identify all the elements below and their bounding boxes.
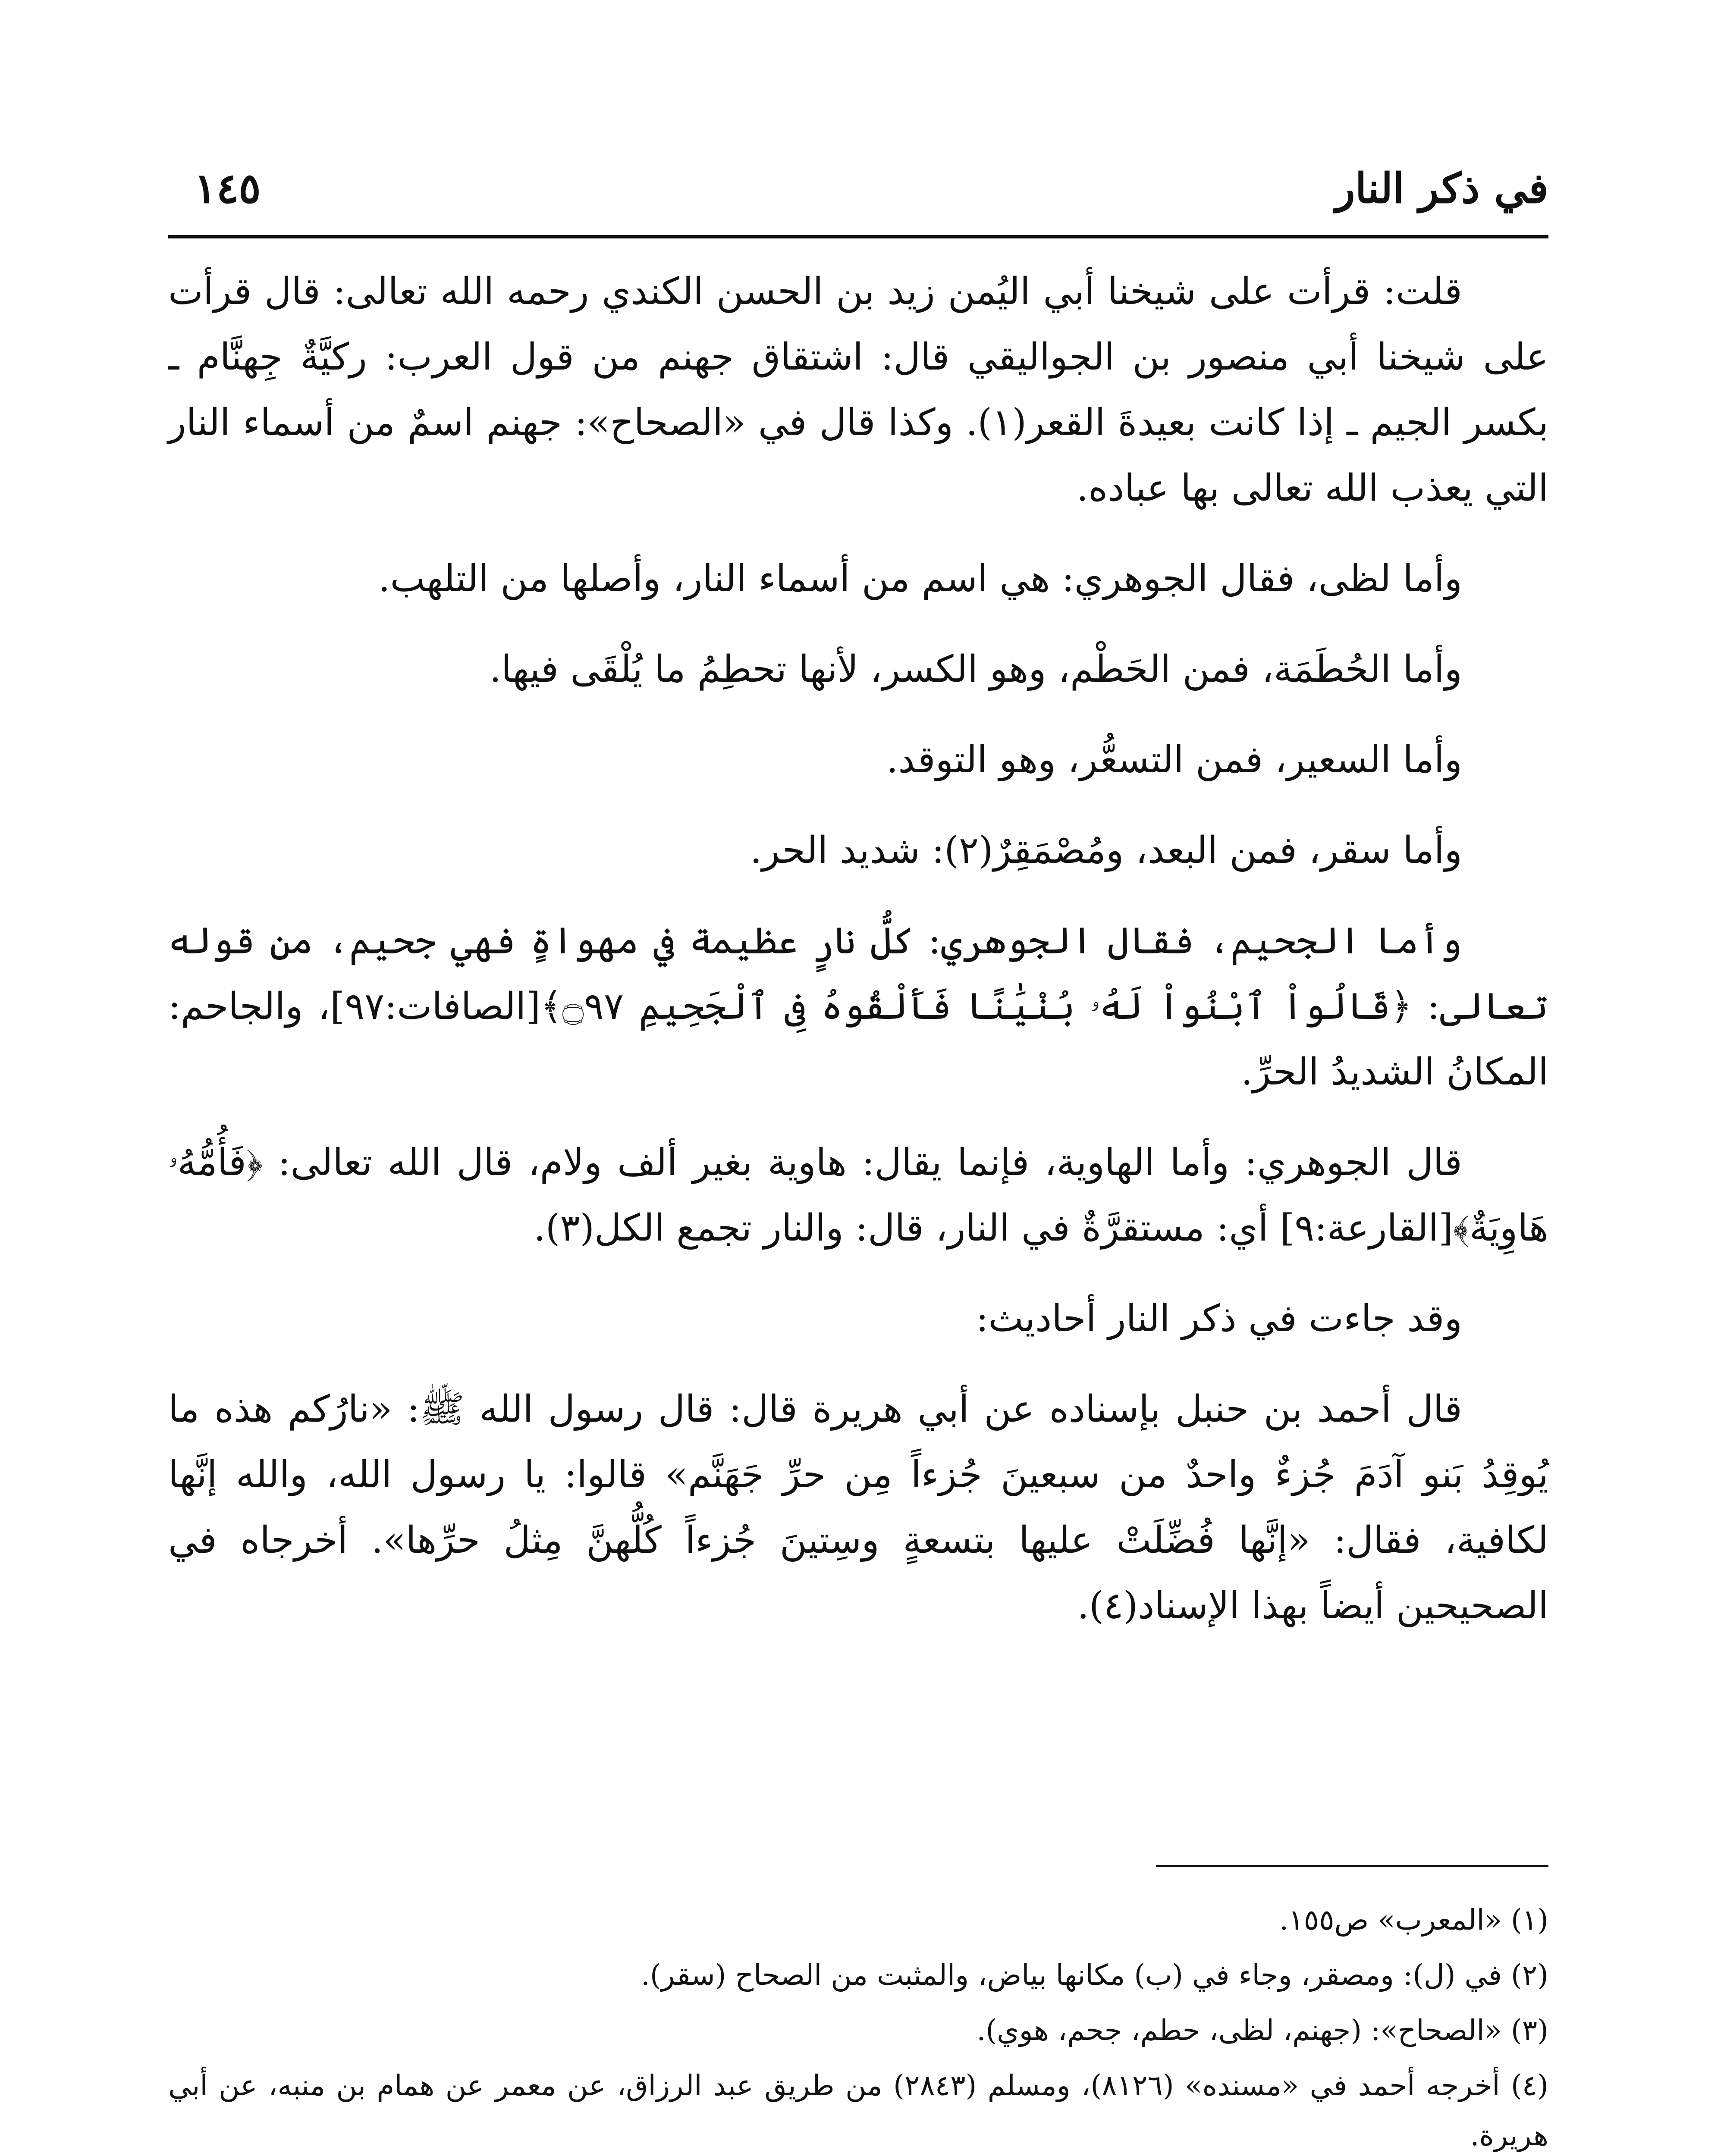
footnote-4: (٤) أخرجه أحمد في «مسنده» (٨١٢٦)، ومسلم (٢٨٤٣) من طريق عبد الرزاق، عن معمر عن همام بن منبه، عن أبي هريرة.	[168, 2069, 1548, 2152]
footnote-separator	[1156, 1865, 1548, 1867]
footnote-2: (٢) في (ل): ومصقر، وجاء في (ب) مكانها بياض، والمثبت من الصحاح (سقر).	[641, 1959, 1548, 1992]
paragraph-laza: وأما لظى، فقال الجوهري: هي اسم من أسماء النار، وأصلها من التلهب.	[378, 557, 1462, 600]
footnote-3: (٣) «الصحاح»: (جهنم، لظى، حطم، جحم، هوي).	[977, 2014, 1548, 2047]
header-rule	[168, 235, 1548, 238]
paragraph-saqar: وأما سقر، فمن البعد، ومُصْمَقِرٌ(٢): شديد الحر.	[750, 829, 1462, 872]
page-header	[168, 155, 1548, 229]
paragraph-saeer: وأما السعير، فمن التسعُّر، وهو التوقد.	[886, 738, 1462, 781]
paragraph-hadith-intro: وقد جاءت في ذكر النار أحاديث:	[976, 1297, 1462, 1340]
paragraph-jahannam: قلت: قرأت على شيخنا أبي اليُمن زيد بن الحسن الكندي رحمه الله تعالى: قال قرأت على شيخنا أبي منصور بن الجواليقي قال: اشتقاق جهنم من قول العرب: ركيَّةٌ جِهنَّام ـ بكسر الجيم ـ إذا كانت بعيدةَ القعر(١). وكذا قال في «الصحاح»: جهنم اسمٌ من أسماء النار التي يعذب الله تعالى بها عباده.	[168, 270, 1549, 510]
running-title: في ذكر النار	[1335, 164, 1548, 213]
paragraph-hadith-ahmad: قال أحمد بن حنبل بإسناده عن أبي هريرة قال: قال رسول الله ﷺ: «نارُكم هذه ما يُوقِدُ بَنو آدَمَ جُزءٌ واحدٌ من سبعينَ جُزءاً مِن حرِّ جَهَنَّم» قالوا: يا رسول الله، والله إنَّها لكافية، فقال: «إنَّها فُضِّلَتْ عليها بتسعةٍ وسِتينَ جُزءاً كُلُّهنَّ مِثلُ حرِّها». أخرجاه في الصحيحين أيضاً بهذا الإسناد(٤).	[168, 1388, 1548, 1627]
paragraph-jaheem: وأما الجحيم، فقال الجوهري: كلُّ نارٍ عظيمة في مهواةٍ فهي جحيم، من قوله تعالى: ﴿قَالُواْ ٱبْنُواْ لَهُۥ بُنْيَٰنًا فَأَلْقُوهُ فِى ٱلْجَحِيمِ ۝٩٧﴾[الصافات:٩٧]، والجاحم: المكانُ الشديدُ الحرِّ.	[168, 919, 1548, 1094]
paragraph-hawiya: قال الجوهري: وأما الهاوية، فإنما يقال: هاوية بغير ألف ولام، قال الله تعالى: ﴿فَأُمُّهُۥ هَاوِيَةٌ﴾[القارعة:٩] أي: مستقرَّةٌ في النار، قال: والنار تجمع الكل(٣).	[168, 1141, 1548, 1250]
main-text	[168, 259, 1548, 1664]
page-number: ١٤٥	[194, 164, 261, 213]
footnotes	[168, 1895, 1548, 2156]
paragraph-hutama: وأما الحُطَمَة، فمن الحَطْم، وهو الكسر، لأنها تحطِمُ ما يُلْقَى فيها.	[489, 648, 1462, 691]
footnote-1: (١) «المعرب» ص١٥٥.	[1279, 1903, 1548, 1937]
